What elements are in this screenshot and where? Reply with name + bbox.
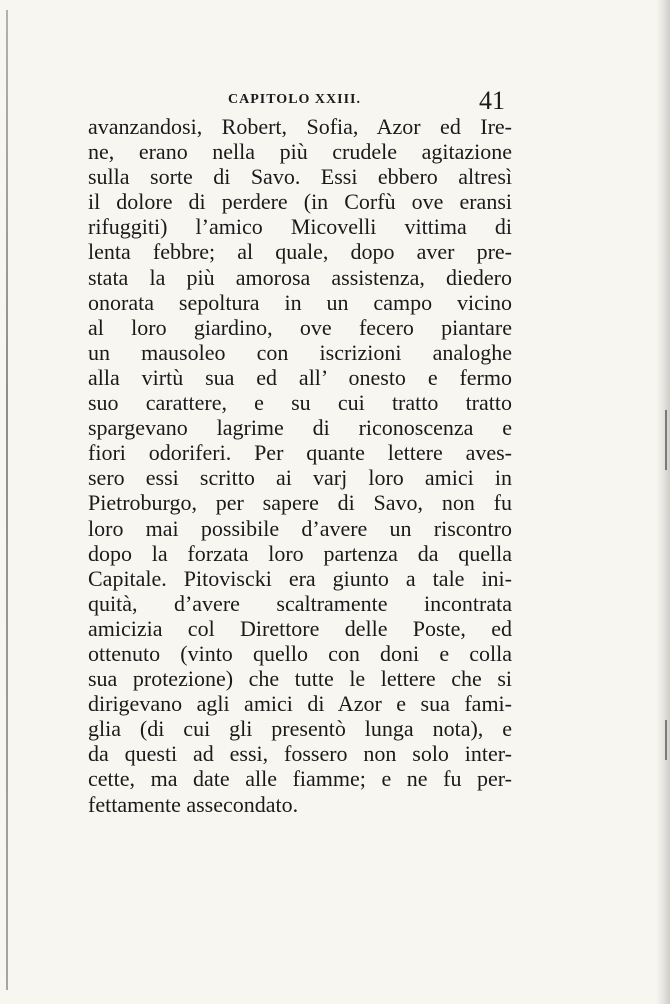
text-line: da questi ad essi, fossero non solo inter- — [88, 741, 512, 767]
text-line: Pietroburgo, per sapere di Savo, non fu — [88, 490, 512, 516]
page-header — [0, 86, 670, 115]
text-line: suo carattere, e su cui tratto tratto — [88, 390, 512, 416]
text-line: sulla sorte di Savo. Essi ebbero altresì — [88, 164, 512, 190]
text-line: al loro giardino, ove fecero piantare — [88, 314, 512, 340]
page-number: 41 — [479, 86, 505, 115]
page-right-edge — [656, 0, 670, 1004]
text-line: sua protezione) che tutte le lettere che si — [88, 666, 512, 692]
text-line: il dolore di perdere (in Corfù ove eransi — [88, 189, 512, 215]
text-line: spargevano lagrime di riconoscenza e — [88, 415, 512, 441]
text-line: lenta febbre; al quale, dopo aver pre- — [88, 239, 512, 265]
text-line: ottenuto (vinto quello con doni e colla — [88, 640, 512, 666]
page-gutter-line — [6, 10, 8, 990]
text-line: dirigevano agli amici di Azor e sua fami- — [88, 691, 512, 717]
text-line: fettamente assecondato. — [88, 791, 299, 817]
text-line: avanzandosi, Robert, Sofia, Azor ed Ire- — [88, 114, 512, 139]
text-line: ne, erano nella più crudele agitazione — [88, 139, 512, 165]
text-line: onorata sepoltura in un campo vicino — [88, 289, 512, 315]
text-line: alla virtù sua ed all’ onesto e fermo — [88, 364, 512, 390]
text-line: dopo la forzata loro partenza da quella — [88, 540, 512, 566]
text-line: sero essi scritto ai varj loro amici in — [88, 465, 512, 491]
text-line: stata la più amorosa assistenza, diedero — [88, 264, 512, 290]
text-line: Capitale. Pitoviscki era giunto a tale ini- — [88, 565, 512, 591]
text-line: amicizia col Direttore delle Poste, ed — [88, 615, 512, 641]
text-line: loro mai possibile d’avere un riscontro — [88, 515, 512, 541]
running-head: CAPITOLO XXIII. — [228, 92, 361, 107]
body-text — [88, 114, 512, 817]
text-line: rifuggiti) l’amico Micovelli vittima di — [88, 214, 512, 240]
edge-mark — [665, 410, 667, 470]
edge-mark — [665, 720, 667, 760]
text-line: cette, ma date alle fiamme; e ne fu per- — [88, 766, 512, 792]
text-line: un mausoleo con iscrizioni analoghe — [88, 339, 512, 365]
text-line: glia (di cui gli presentò lunga nota), e — [88, 716, 512, 742]
text-line: fiori odoriferi. Per quante lettere aves- — [88, 440, 512, 466]
text-line: quità, d’avere scaltramente incontrata — [88, 590, 512, 616]
